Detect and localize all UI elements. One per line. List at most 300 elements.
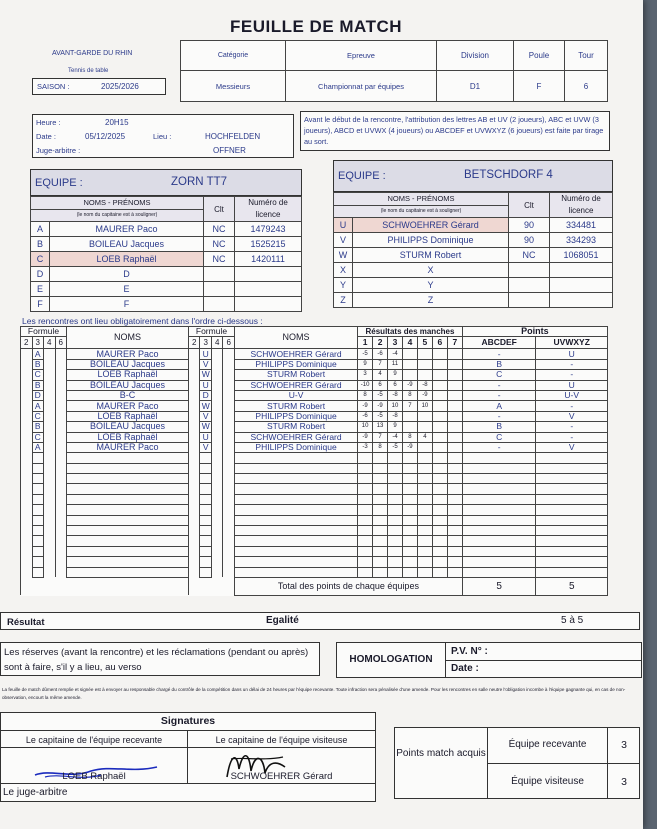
reserves-text: Les réserves (avant la rencontre) et les réclamations (pendant ou après) sont à faire, s'il y a lieu, au verso <box>4 647 309 673</box>
formule-b-3: U <box>200 380 212 390</box>
formule-b-4 <box>211 474 223 484</box>
player-b-name <box>234 515 357 525</box>
formule-a-2 <box>21 432 33 442</box>
lieu-value: HOCHFELDEN <box>205 132 261 141</box>
set-score <box>432 463 447 473</box>
player-a-name <box>67 453 189 463</box>
empty-match-row <box>21 474 608 484</box>
set-score <box>358 463 373 473</box>
set-score <box>358 484 373 494</box>
player-name: X <box>353 263 509 278</box>
set-score <box>402 494 417 504</box>
set-score <box>417 546 432 556</box>
formule-a-3: C <box>32 370 44 380</box>
set-score <box>358 567 373 577</box>
set-score: -4 <box>388 349 403 359</box>
formule-a-6 <box>55 505 67 515</box>
formule-a-4 <box>44 442 56 452</box>
formule-b-6 <box>223 349 235 359</box>
formule-a-3 <box>32 515 44 525</box>
formule-a-2 <box>21 359 33 369</box>
team-b-player-row <box>334 233 613 248</box>
player-clt <box>204 297 235 312</box>
player-letter: B <box>31 237 50 252</box>
formule-b-3 <box>200 557 212 567</box>
player-letter: F <box>31 297 50 312</box>
point-uvwxyz: V <box>536 411 608 421</box>
set-score <box>388 567 403 577</box>
formule-b-2 <box>188 370 200 380</box>
player-name: SCHWOEHRER Gérard <box>353 218 509 233</box>
team-b-header <box>333 160 613 192</box>
matches-table <box>20 326 608 596</box>
team-a-col-sub: (le nom du capitaine est à souligner) <box>31 209 204 222</box>
team-a-player-row <box>31 237 302 252</box>
referee-label: Le juge-arbitre <box>3 787 68 798</box>
mp-divider-h <box>487 763 639 764</box>
team-b-roster <box>333 192 613 308</box>
player-b-name <box>234 567 357 577</box>
away-captain-label: Le capitaine de l'équipe visiteuse <box>215 735 348 745</box>
set-score <box>447 453 462 463</box>
player-a-name <box>67 546 189 556</box>
formule-a-6 <box>55 484 67 494</box>
formule-a-3: C <box>32 432 44 442</box>
player-name: Y <box>353 278 509 293</box>
set-score: 9 <box>388 370 403 380</box>
player-a-name: BOILEAU Jacques <box>67 422 189 432</box>
set-score <box>447 546 462 556</box>
match-row <box>21 401 608 411</box>
point-uvwxyz: U <box>536 349 608 359</box>
formule-b-2 <box>188 505 200 515</box>
formule-b-6 <box>223 557 235 567</box>
set-score <box>432 494 447 504</box>
formule-b-2 <box>188 390 200 400</box>
set-score <box>447 484 462 494</box>
formule-a-4 <box>44 411 56 421</box>
header-tour: Tour <box>565 41 608 71</box>
team-b-label: EQUIPE : <box>338 170 386 182</box>
player-b-name: STURM Robert <box>234 370 357 380</box>
set-score <box>447 505 462 515</box>
sig-divider-3 <box>1 783 375 784</box>
set-score <box>432 390 447 400</box>
formule-a-3 <box>32 567 44 577</box>
formule-b-6 <box>223 515 235 525</box>
player-a-name: MAURER Paco <box>67 401 189 411</box>
value-poule: F <box>514 71 565 102</box>
point-uvwxyz: U-V <box>536 390 608 400</box>
formule-num-a: 3 <box>32 337 44 349</box>
formule-a-3 <box>32 505 44 515</box>
points-uvwxyz-header: UVWXYZ <box>536 337 608 349</box>
formule-b-4 <box>211 411 223 421</box>
set-score <box>447 442 462 452</box>
player-clt: 90 <box>509 233 550 248</box>
formule-b-4 <box>211 432 223 442</box>
match-row <box>21 432 608 442</box>
set-score: -9 <box>417 390 432 400</box>
player-b-name: SCHWOEHRER Gérard <box>234 349 357 359</box>
formule-a-3 <box>32 453 44 463</box>
set-score: -8 <box>388 411 403 421</box>
player-name: D <box>50 267 204 282</box>
set-score <box>417 484 432 494</box>
club-name: AVANT-GARDE DU RHIN <box>52 50 133 57</box>
order-note: Les rencontres ont lieu obligatoirement dans l'ordre ci-dessous : <box>22 316 263 326</box>
player-clt <box>509 293 550 308</box>
set-score: -10 <box>358 380 373 390</box>
set-score <box>447 349 462 359</box>
player-a-name <box>67 557 189 567</box>
formule-b-6 <box>223 380 235 390</box>
empty-match-row <box>21 536 608 546</box>
team-b-player-row <box>334 263 613 278</box>
home-team-points: 3 <box>621 739 627 751</box>
date-label: Date : <box>36 132 57 141</box>
team-b-col-clt: Clt <box>509 193 550 218</box>
player-a-name <box>67 505 189 515</box>
player-a-name: LOEB Raphaël <box>67 370 189 380</box>
value-categorie: Messieurs <box>181 71 286 102</box>
formule-num-b: 6 <box>223 337 235 349</box>
set-score <box>358 546 373 556</box>
set-score <box>402 546 417 556</box>
point-abcdef: - <box>462 411 536 421</box>
set-score <box>432 411 447 421</box>
set-score <box>388 557 403 567</box>
set-score: 8 <box>358 390 373 400</box>
team-a-header <box>30 169 302 196</box>
set-score <box>432 359 447 369</box>
set-score <box>432 401 447 411</box>
formule-num-a: 2 <box>21 337 33 349</box>
formule-a-3: D <box>32 390 44 400</box>
set-number: 1 <box>358 337 373 349</box>
team-b-player-row <box>334 248 613 263</box>
point-uvwxyz <box>536 505 608 515</box>
totals-team-b: 5 <box>536 577 608 595</box>
formule-a-4 <box>44 557 56 567</box>
formule-b-3 <box>200 484 212 494</box>
set-score <box>373 463 388 473</box>
formule-a-6 <box>55 494 67 504</box>
away-captain-name: SCHWOEHRER Gérard <box>230 771 333 782</box>
match-row <box>21 411 608 421</box>
formule-b-2 <box>188 463 200 473</box>
set-score <box>447 515 462 525</box>
point-abcdef <box>462 505 536 515</box>
set-score: -9 <box>402 380 417 390</box>
match-points-box <box>394 727 640 799</box>
home-captain-label: Le capitaine de l'équipe recevante <box>25 735 163 745</box>
points-header: Points <box>462 327 607 337</box>
set-score <box>417 370 432 380</box>
formule-a-2 <box>21 380 33 390</box>
point-abcdef <box>462 474 536 484</box>
set-score <box>447 494 462 504</box>
formule-b-2 <box>188 453 200 463</box>
team-b-col-sub: (le nom du capitaine est à souligner) <box>334 205 509 218</box>
formule-a-6 <box>55 463 67 473</box>
formule-a-2 <box>21 390 33 400</box>
match-row <box>21 359 608 369</box>
set-score <box>388 536 403 546</box>
formule-a-4 <box>44 422 56 432</box>
formule-a-2 <box>21 442 33 452</box>
set-score: -8 <box>417 380 432 390</box>
signatures-title: Signatures <box>160 715 216 727</box>
formule-b-4 <box>211 370 223 380</box>
formule-a-2 <box>21 536 33 546</box>
set-score <box>432 515 447 525</box>
set-score <box>417 359 432 369</box>
player-licence: 1068051 <box>550 248 613 263</box>
player-a-name <box>67 463 189 473</box>
formule-b-4 <box>211 567 223 577</box>
homologation-label: HOMOLOGATION <box>337 643 446 677</box>
formule-b-2 <box>188 401 200 411</box>
set-score <box>447 390 462 400</box>
formule-b-4 <box>211 349 223 359</box>
formule-b-6 <box>223 442 235 452</box>
set-score <box>373 567 388 577</box>
formule-a-3 <box>32 557 44 567</box>
team-b-col-lic: Numéro de licence <box>550 193 613 218</box>
point-uvwxyz: V <box>536 442 608 452</box>
match-row <box>21 390 608 400</box>
totals-label: Total des points de chaque équipes <box>234 577 462 595</box>
player-b-name: PHILIPPS Dominique <box>234 359 357 369</box>
formule-b-3 <box>200 526 212 536</box>
point-abcdef <box>462 546 536 556</box>
formule-a-3: B <box>32 359 44 369</box>
set-score <box>402 536 417 546</box>
fine-print: La feuille de match dûment remplie et signée est à envoyer au responsable chargé du contrôle de la compétition dans un délai de 24 heures par l'équipe recevante. Toute infraction sera pénalisée d'une amende. Pour les rencontres en salle neutre l'obligation incombe à l'équipe gagnante qui, en cas de non-observation, encourt la même amende. <box>2 687 626 700</box>
home-team-label: Équipe recevante <box>508 739 587 750</box>
formule-b-3: W <box>201 400 210 411</box>
point-uvwxyz <box>536 494 608 504</box>
sig-divider-1 <box>1 730 375 731</box>
team-a-col-lic: Numéro de licence <box>235 197 302 222</box>
set-score <box>432 380 447 390</box>
set-score <box>432 546 447 556</box>
formule-b-3: V <box>200 359 212 369</box>
player-a-name <box>67 494 189 504</box>
formule-a-6 <box>55 442 67 452</box>
point-abcdef: B <box>462 422 536 432</box>
set-score <box>447 422 462 432</box>
formule-a-4 <box>44 474 56 484</box>
formule-a-3 <box>32 474 44 484</box>
formule-b-2 <box>188 567 200 577</box>
player-letter: X <box>334 263 353 278</box>
set-score: -9 <box>402 442 417 452</box>
points-abcdef-header: ABCDEF <box>462 337 536 349</box>
point-abcdef: A <box>462 401 536 411</box>
set-score: 6 <box>373 380 388 390</box>
set-score: -3 <box>358 442 373 452</box>
set-score <box>402 370 417 380</box>
player-licence <box>235 282 302 297</box>
formule-a-2 <box>21 422 33 432</box>
player-letter: E <box>31 282 50 297</box>
result-box <box>0 612 640 630</box>
formule-b-6 <box>223 463 235 473</box>
set-score <box>373 494 388 504</box>
empty-match-row <box>21 557 608 567</box>
formule-b-4 <box>211 422 223 432</box>
formule-b-2 <box>188 442 200 452</box>
player-b-name <box>234 463 357 473</box>
draw-note: Avant le début de la rencontre, l'attribution des lettres AB et UV (2 joueurs), ABC et UVW (3 joueurs), ABCD et UVWX (4 joueurs) ou ABCDEF et UVWXYZ (6 joueurs) est faite par tirage au sort. <box>304 115 604 146</box>
player-letter: W <box>334 248 353 263</box>
resultats-header: Résultats des manches <box>358 327 463 337</box>
player-letter: Y <box>334 278 353 293</box>
formule-b-3: D <box>200 390 212 400</box>
set-score <box>388 484 403 494</box>
formule-b-3 <box>200 546 212 556</box>
set-score: 4 <box>373 370 388 380</box>
player-b-name: SCHWOEHRER Gérard <box>234 380 357 390</box>
player-clt <box>509 278 550 293</box>
heure-value: 20H15 <box>105 118 129 127</box>
formule-a-2 <box>21 567 33 577</box>
formule-a-6 <box>55 359 67 369</box>
player-b-name: U-V <box>234 390 357 400</box>
formule-b-3: W <box>201 421 210 432</box>
set-score <box>432 442 447 452</box>
formule-a-6 <box>55 411 67 421</box>
set-score <box>447 380 462 390</box>
formule-a-4 <box>44 505 56 515</box>
player-clt <box>204 267 235 282</box>
match-row <box>21 349 608 359</box>
totals-team-a: 5 <box>462 577 536 595</box>
set-score <box>417 411 432 421</box>
player-a-name <box>67 526 189 536</box>
formule-b-6 <box>223 494 235 504</box>
player-name: Z <box>353 293 509 308</box>
set-score <box>402 505 417 515</box>
formule-b-2 <box>188 422 200 432</box>
set-score <box>373 505 388 515</box>
formule-b-4 <box>211 380 223 390</box>
set-score: 4 <box>417 432 432 442</box>
formule-a-6 <box>55 474 67 484</box>
point-uvwxyz <box>536 546 608 556</box>
point-abcdef <box>462 494 536 504</box>
value-epreuve: Championnat par équipes <box>286 71 437 102</box>
formule-a-3 <box>32 484 44 494</box>
set-score: -5 <box>388 442 403 452</box>
formule-b-2 <box>188 484 200 494</box>
player-letter: C <box>31 252 50 267</box>
player-a-name: BOILEAU Jacques <box>67 359 189 369</box>
set-score: 9 <box>388 422 403 432</box>
player-b-name <box>234 505 357 515</box>
player-licence: 1525215 <box>235 237 302 252</box>
set-score <box>417 494 432 504</box>
formule-b-4 <box>211 546 223 556</box>
empty-match-row <box>21 515 608 525</box>
formule-a-6 <box>55 557 67 567</box>
set-number: 7 <box>447 337 462 349</box>
player-a-name: B-C <box>67 390 189 400</box>
point-uvwxyz: - <box>536 370 608 380</box>
player-a-name: MAURER Paco <box>67 442 189 452</box>
set-score: 8 <box>402 432 417 442</box>
formule-a-6 <box>55 546 67 556</box>
set-score <box>358 526 373 536</box>
formule-a-2 <box>21 546 33 556</box>
team-a-player-row <box>31 297 302 312</box>
set-number: 6 <box>432 337 447 349</box>
empty-match-row <box>21 505 608 515</box>
formule-b-6 <box>223 567 235 577</box>
set-number: 2 <box>373 337 388 349</box>
set-score <box>417 557 432 567</box>
team-a-name: ZORN TT7 <box>171 176 228 188</box>
formule-a-4 <box>44 536 56 546</box>
set-score <box>388 546 403 556</box>
player-a-name <box>67 515 189 525</box>
formule-b-2 <box>188 359 200 369</box>
player-licence: 1420111 <box>235 252 302 267</box>
point-uvwxyz: - <box>536 359 608 369</box>
set-score <box>402 567 417 577</box>
set-number: 3 <box>388 337 403 349</box>
player-b-name <box>234 557 357 567</box>
set-score: 8 <box>402 390 417 400</box>
formule-a-6 <box>55 453 67 463</box>
formule-b-4 <box>211 494 223 504</box>
formule-b-2 <box>188 349 200 359</box>
set-score <box>373 515 388 525</box>
formule-a-2 <box>21 453 33 463</box>
homologation-box <box>336 642 642 678</box>
formule-b-3: U <box>200 432 212 442</box>
set-score <box>373 484 388 494</box>
homologation-date: Date : <box>451 663 479 674</box>
set-score <box>447 401 462 411</box>
formule-b-4 <box>211 390 223 400</box>
heure-label: Heure : <box>36 118 61 127</box>
empty-match-row <box>21 484 608 494</box>
set-score <box>402 422 417 432</box>
set-score <box>432 432 447 442</box>
formule-b-3 <box>200 536 212 546</box>
formule-b-3: V <box>200 411 212 421</box>
set-score <box>388 526 403 536</box>
formule-a-2 <box>21 349 33 359</box>
set-score <box>417 474 432 484</box>
formule-a-3: A <box>32 442 44 452</box>
set-score: -9 <box>358 432 373 442</box>
set-score <box>447 432 462 442</box>
set-score: 7 <box>402 401 417 411</box>
set-score <box>388 474 403 484</box>
formule-a-6 <box>55 536 67 546</box>
season-box <box>32 78 166 95</box>
point-abcdef: - <box>462 390 536 400</box>
team-b-player-row <box>334 218 613 233</box>
competition-table <box>180 40 608 102</box>
set-score <box>417 526 432 536</box>
set-score <box>402 526 417 536</box>
set-score <box>432 526 447 536</box>
